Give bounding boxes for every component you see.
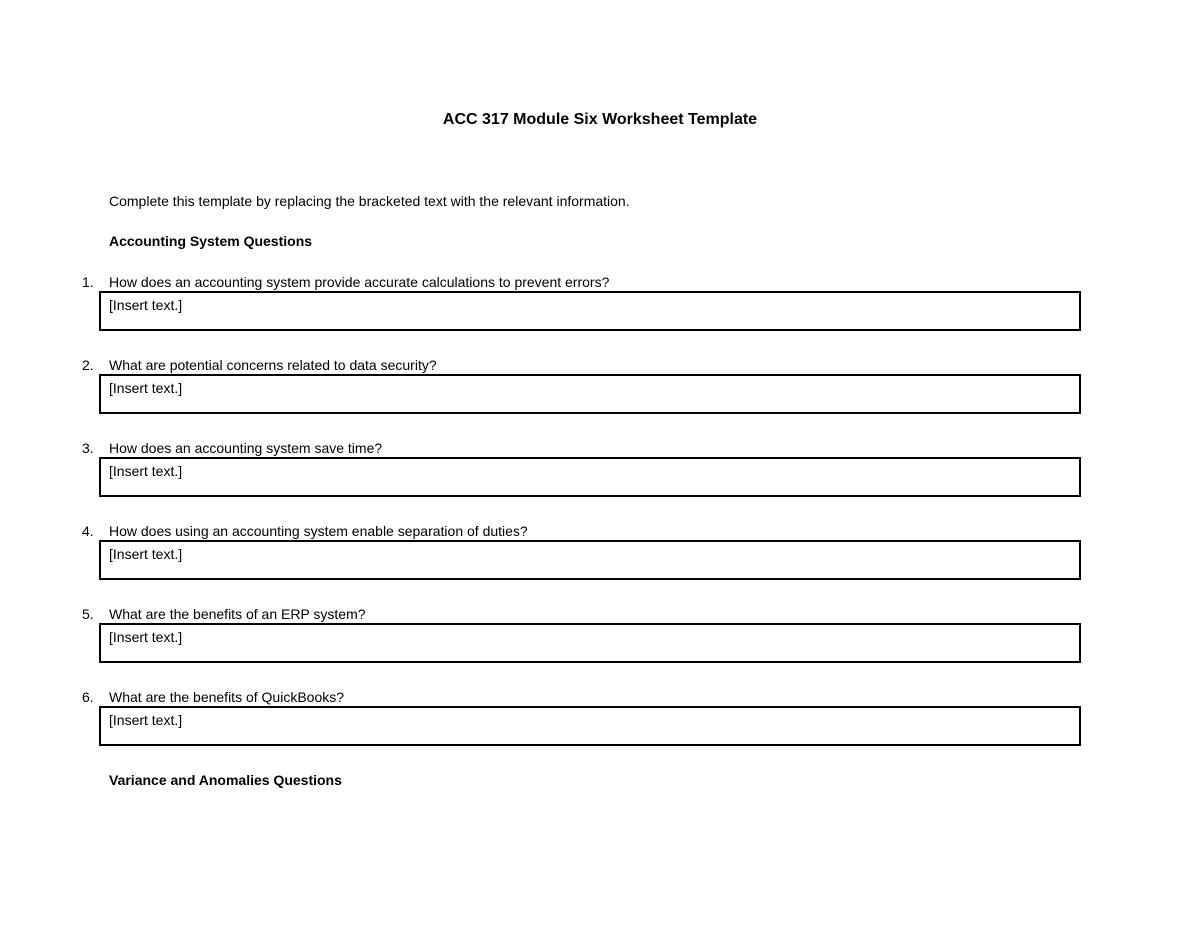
answer-field[interactable]: [Insert text.] [99,374,1081,414]
question-item-1 [0,273,1200,353]
section-heading-accounting-system: Accounting System Questions [109,233,313,249]
question-number: 3. [82,440,94,456]
answer-field[interactable]: [Insert text.] [99,623,1081,663]
answer-field[interactable]: [Insert text.] [99,540,1081,580]
question-item-2 [0,356,1200,436]
section-heading-variance-anomalies: Variance and Anomalies Questions [109,772,342,788]
question-text: How does using an accounting system enable separation of duties? [109,523,528,539]
instructions-text: Complete this template by replacing the bracketed text with the relevant information. [109,193,630,209]
answer-field[interactable]: [Insert text.] [99,706,1081,746]
question-text: What are the benefits of QuickBooks? [109,689,345,705]
question-number: 6. [82,689,94,705]
question-number: 4. [82,523,94,539]
question-item-3 [0,439,1200,519]
question-number: 1. [82,274,94,290]
question-text: How does an accounting system provide accurate calculations to prevent errors? [109,274,610,290]
question-number: 5. [82,606,94,622]
question-text: How does an accounting system save time? [109,440,383,456]
question-item-5 [0,605,1200,685]
question-number: 2. [82,357,94,373]
question-text: What are the benefits of an ERP system? [109,606,366,622]
document-title: ACC 317 Module Six Worksheet Template [442,111,758,128]
answer-field[interactable]: [Insert text.] [99,457,1081,497]
answer-field[interactable]: [Insert text.] [99,291,1081,331]
question-text: What are potential concerns related to data security? [109,357,437,373]
question-item-6 [0,688,1200,768]
question-item-4 [0,522,1200,602]
